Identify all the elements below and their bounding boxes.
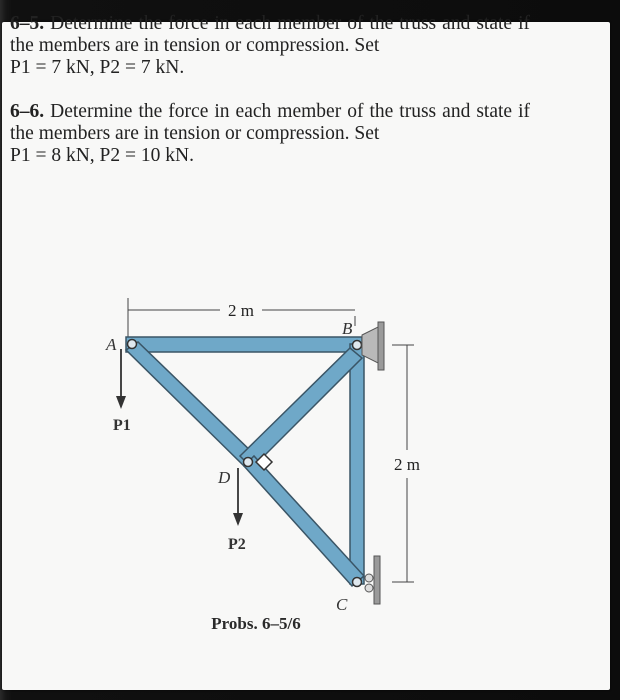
problem-loads: P1 = 7 kN, P2 = 7 kN. <box>10 57 185 78</box>
joint-b <box>353 341 362 350</box>
node-label-d: D <box>218 468 231 487</box>
load-label-p1: P1 <box>113 417 131 434</box>
member-ab <box>126 337 362 352</box>
member-ad <box>126 342 256 466</box>
member-dc <box>244 456 364 586</box>
joint-a <box>128 340 137 349</box>
problem-loads: P1 = 8 kN, P2 = 10 kN. <box>10 145 194 166</box>
load-p1-arrow <box>116 349 126 409</box>
vertical-dimension-label: 2 m <box>394 455 420 474</box>
member-db <box>240 348 362 468</box>
figure-caption: Probs. 6–5/6 <box>211 614 301 633</box>
load-p2-arrow <box>233 468 243 526</box>
problem-number: 6–5. <box>10 13 45 34</box>
load-label-p2: P2 <box>228 536 246 553</box>
node-label-c: C <box>336 595 348 614</box>
horizontal-dimension-label: 2 m <box>228 301 254 320</box>
problem-statement: Determine the force in each member of the truss and state if the members are in tension or compression. Set <box>10 101 530 144</box>
support-b <box>362 322 384 370</box>
support-c <box>365 556 380 604</box>
joint-c <box>353 578 362 587</box>
joint-d <box>244 458 253 467</box>
node-label-a: A <box>106 335 117 354</box>
problem-statement: Determine the force in each member of the truss and state if the members are in tension or compression. Set <box>10 13 530 56</box>
node-label-b: B <box>342 319 353 338</box>
problem-number: 6–6. <box>10 101 45 122</box>
member-bc <box>350 344 364 584</box>
